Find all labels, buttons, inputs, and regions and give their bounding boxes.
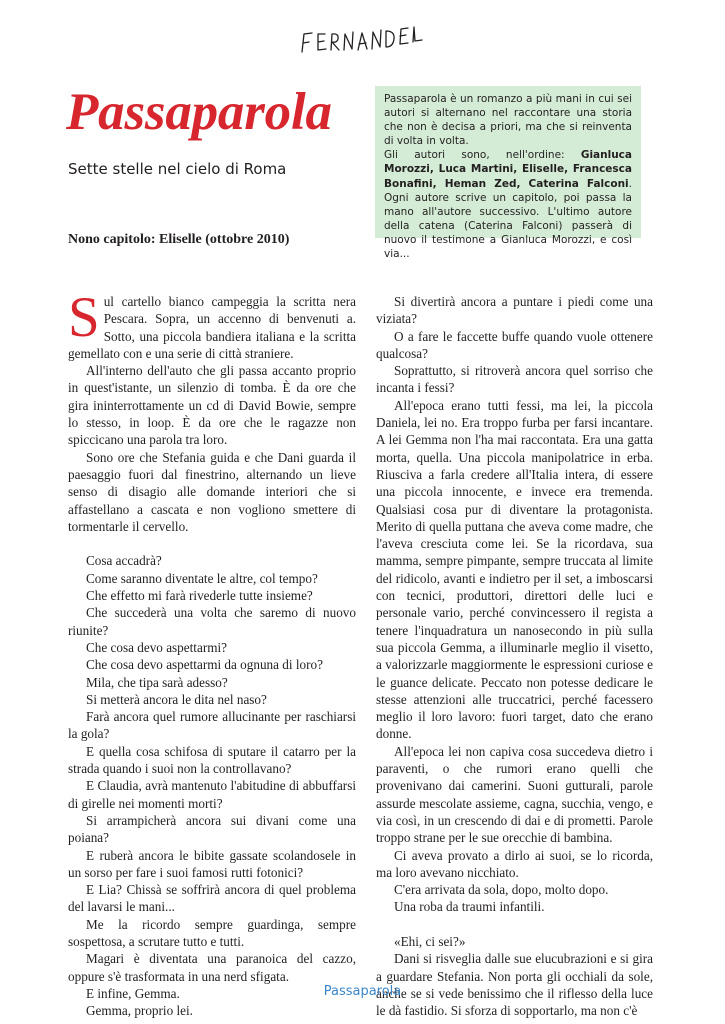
question-line: E infine, Gemma. xyxy=(86,985,180,1001)
question-line: Farà ancora quel rumore allucinante per raschiarsi la gola? xyxy=(68,709,356,742)
page-subtitle: Sette stelle nel cielo di Roma xyxy=(68,160,287,178)
question-line: Mila, che tipa sarà adesso? xyxy=(86,674,228,690)
question-line: Me la ricordo sempre guardinga, sempre sospettosa, a scrutare tutto e tutti. xyxy=(68,916,356,949)
question-line: E ruberà ancora le bibite gassate scolandosele in un sorso per fare i suoi famosi rutti fotonici? xyxy=(68,847,356,880)
paragraph: Dani si risveglia dalle sue elucubrazioni e si gira a guardare Stefania. Non porta gli occhiali da sole, anche se si vede benissimo che il riflesso della luce le dà fastidio. Si sforza di sopportarlo, ma non c'è xyxy=(376,951,653,1019)
drop-cap: S xyxy=(68,286,100,349)
paragraph-text: ul cartello bianco campeggia la scritta nera Pescara. Sopra, un accenno di benvenuti a. Sotto, una piccola bandiera italiana e la scritta gemellato con e una serie di città straniere. xyxy=(68,294,356,361)
chapter-heading: Nono capitolo: Eliselle (ottobre 2010) xyxy=(68,232,290,247)
paragraph: «Ehi, ci sei?» xyxy=(394,933,466,949)
info-box-authors-lead: Gli autori sono, nell'ordine: xyxy=(384,149,581,162)
info-box-author-names: Gianluca Morozzi, Luca Martini, Eliselle, Francesca Bonafini, Heman Zed, Caterina Falconi xyxy=(384,149,632,190)
question-line: Gemma, proprio lei. xyxy=(86,1003,193,1019)
question-line: E Claudia, avrà mantenuto l'abitudine di abbuffarsi di girelle nei momenti morti? xyxy=(68,778,356,811)
info-box-outro: . Ogni autore scrive un capitolo, poi passa la mano all'autore successivo. L'ultimo autore della catena (Caterina Falconi) passerà di nuovo il testimone a Gianluca Morozzi, e così via... xyxy=(384,177,632,261)
text-column-left xyxy=(68,286,356,1019)
question-line: Che effetto mi farà rivederle tutte insieme? xyxy=(86,588,313,604)
question-line: Magari è diventata una paranoica del cazzo, oppure s'è trasformata in una nerd sfigata. xyxy=(68,951,356,984)
paragraph: Una roba da traumi infantili. xyxy=(394,899,545,915)
paragraph: Soprattutto, si ritroverà ancora quel sorriso che incanta i fessi? xyxy=(376,363,653,396)
page-title: Passaparola xyxy=(66,83,332,141)
question-line: E quella cosa schifosa di sputare il catarro per la strada quando i suoi non la controllavano? xyxy=(68,743,356,777)
paragraph: Ci aveva provato a dirlo ai suoi, se lo ricorda, ma loro avevano nicchiato. xyxy=(376,847,653,880)
paragraph: All'interno dell'auto che gli passa accanto proprio in quest'istante, un silenzio di tomba. È da ore che gira ininterrottamente un cd di David Bowie, sempre lo stesso, in loop. È da ore che le ragazze non spiccicano una parola tra loro. xyxy=(68,363,356,448)
question-line: Che cosa devo aspettarmi? xyxy=(86,639,227,655)
spacer xyxy=(68,535,356,552)
page-footer: Passaparola xyxy=(323,984,402,999)
info-box-intro: Passaparola è un romanzo a più mani in cui sei autori si alternano nel raccontare una storia che non è decisa a priori, ma che si reinventa di volta in volta. xyxy=(384,93,632,148)
paragraph: All'epoca lei non capiva cosa succedeva dietro i paraventi, o che rumori erano quelli che provenivano dai camerini. Suoni gutturali, parole assurde mescolate assieme, cagna, succhia, vengo, e via così, in un crescendo di dai e di prometti. Parole troppo strane per le sue orecchie di bambina. xyxy=(376,743,653,846)
paragraph: O a fare le faccette buffe quando vuole ottenere qualcosa? xyxy=(376,328,653,361)
question-line: Cosa accadrà? xyxy=(86,553,162,569)
question-line: E Lia? Chissà se soffrirà ancora di quel problema del lavarsi le mani... xyxy=(68,882,356,915)
question-line: Si arrampicherà ancora sui divani come una poiana? xyxy=(68,812,356,846)
info-box xyxy=(375,86,641,261)
paragraph xyxy=(68,286,356,362)
publisher-logo xyxy=(296,22,426,58)
info-box-authors xyxy=(384,148,632,261)
paragraph: All'epoca erano tutti fessi, ma lei, la piccola Daniela, lei no. Era troppo furba per farsi incantare. A lei Gemma non l'ha mai raccontata. Era una gatta morta, quella. Una piccola manipolatrice in erba. Riusciva a farla credere all'Italia intera, di essere una piccola innocente, e invece era tremenda. Qualsiasi cosa pur di diventare la protagonista. Merito di quella puttana che aveva come madre, che l'aveva cresciuta come lei. Se la ricordava, sua mamma, sempre pimpante, sempre trucсata al limite del ridicolo, avanti e indietro per il set, a imboscarsi con tecnici, produttori, direttori delle luci e personale vario, perché convincessero il regista a tenere l'inquadratura un nanosecondo in più sulla sua piccola Gemma, a illuminarle meglio il visetto, a valorizzarle maggiormente le espressioni curiose e le guance delicate. Peccato non potesse dedicare le stesse attenzioni alle truccatrici, perché facessero meglio il loro lavoro: fuori target, dato che erano donne. xyxy=(376,397,653,742)
question-line: Che succederà una volta che saremo di nuovo riunite? xyxy=(68,605,356,638)
paragraph: Sono ore che Stefania guida e che Dani guarda il paesaggio fuori dal finestrino, alternando un lieve senso di disagio alle domande interiori che si affastellano a cascata e non vogliono smettere di tormentarle il cervello. xyxy=(68,449,356,534)
text-column-right xyxy=(376,293,653,1019)
paragraph: C'era arrivata da sola, dopo, molto dopo. xyxy=(394,882,609,898)
question-line: Come saranno diventate le altre, col tempo? xyxy=(86,570,318,586)
question-line: Si metterà ancora le dita nel naso? xyxy=(86,691,267,707)
fernandel-handwritten-logo xyxy=(296,22,426,58)
spacer xyxy=(376,916,653,933)
question-line: Che cosa devo aspettarmi da ognuna di loro? xyxy=(86,657,323,673)
paragraph: Si divertirà ancora a puntare i piedi come una viziata? xyxy=(376,294,653,327)
